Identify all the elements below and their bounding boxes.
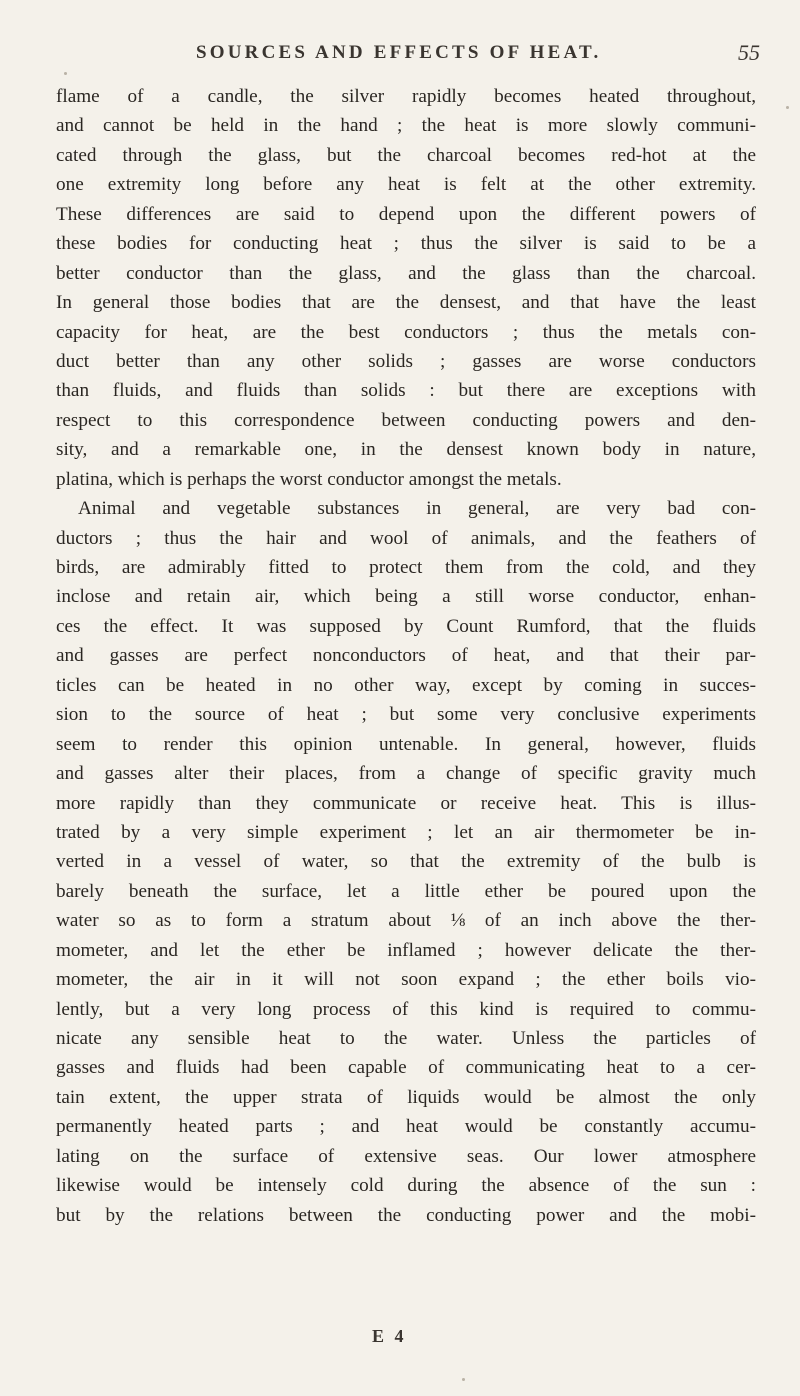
text-line: but by the relations between the conducting power and the mobi- xyxy=(56,1204,756,1226)
paper-speck xyxy=(64,72,67,75)
text-line: and gasses alter their places, from a change of specific gravity much xyxy=(56,763,756,785)
text-line: Animal and vegetable substances in general, are very bad con- xyxy=(78,498,756,520)
paper-speck xyxy=(462,1378,465,1381)
text-line: barely beneath the surface, let a little ether be poured upon the xyxy=(56,880,756,902)
text-line: verted in a vessel of water, so that the extremity of the bulb is xyxy=(56,851,756,873)
text-line: birds, are admirably fitted to protect them from the cold, and they xyxy=(56,557,756,578)
text-line: lently, but a very long process of this kind is required to commu- xyxy=(56,998,756,1020)
text-line: nicate any sensible heat to the water. Unless the particles of xyxy=(56,1028,756,1049)
text-line: permanently heated parts ; and heat would be constantly accumu- xyxy=(56,1116,756,1138)
body-text xyxy=(56,82,756,1230)
text-line: lating on the surface of extensive seas. Our lower atmosphere xyxy=(56,1145,756,1167)
text-line: and gasses are perfect nonconductors of heat, and that their par- xyxy=(56,645,756,667)
text-line: sion to the source of heat ; but some very conclusive experiments xyxy=(56,704,756,726)
text-line: cated through the glass, but the charcoal becomes red-hot at the xyxy=(56,144,756,166)
text-line: respect to this correspondence between conducting powers and den- xyxy=(56,409,756,431)
text-line: and cannot be held in the hand ; the heat is more slowly communi- xyxy=(56,115,756,137)
text-line: trated by a very simple experiment ; let an air thermometer be in- xyxy=(56,821,756,843)
text-line: capacity for heat, are the best conductors ; thus the metals con- xyxy=(56,321,756,343)
text-line: gasses and fluids had been capable of communicating heat to a cer- xyxy=(56,1057,756,1079)
text-line: than fluids, and fluids than solids : but there are exceptions with xyxy=(56,380,756,402)
text-line: tain extent, the upper strata of liquids would be almost the only xyxy=(56,1086,756,1108)
text-line: platina, which is perhaps the worst conductor amongst the metals. xyxy=(56,468,562,490)
text-line: duct better than any other solids ; gasses are worse conductors xyxy=(56,350,756,372)
text-line: mometer, the air in it will not soon expand ; the ether boils vio- xyxy=(56,969,756,991)
text-line: In general those bodies that are the densest, and that have the least xyxy=(56,292,756,314)
text-line: ductors ; thus the hair and wool of animals, and the feathers of xyxy=(56,527,756,549)
text-line: ticles can be heated in no other way, except by coming in succes- xyxy=(56,674,756,696)
page-number: 55 xyxy=(738,40,760,65)
text-line: These differences are said to depend upon the different powers of xyxy=(56,203,756,225)
text-line: more rapidly than they communicate or receive heat. This is illus- xyxy=(56,792,756,814)
text-line: inclose and retain air, which being a still worse conductor, enhan- xyxy=(56,586,756,608)
text-line: ces the effect. It was supposed by Count Rumford, that the fluids xyxy=(56,615,756,637)
text-line: water so as to form a stratum about ⅛ of an inch above the ther- xyxy=(56,910,756,932)
text-line: seem to render this opinion untenable. In general, however, fluids xyxy=(56,733,756,755)
text-line: sity, and a remarkable one, in the densest known body in nature, xyxy=(56,439,756,461)
text-line: these bodies for conducting heat ; thus the silver is said to be a xyxy=(56,233,756,255)
text-line: one extremity long before any heat is felt at the other extremity. xyxy=(56,174,756,196)
text-line: flame of a candle, the silver rapidly becomes heated throughout, xyxy=(56,86,756,107)
text-line: better conductor than the glass, and the glass than the charcoal. xyxy=(56,262,756,284)
signature-mark: E 4 xyxy=(372,1326,407,1346)
text-line: mometer, and let the ether be inflamed ; however delicate the ther- xyxy=(56,939,756,961)
paper-speck xyxy=(786,106,789,109)
running-title: SOURCES AND EFFECTS OF HEAT. xyxy=(196,42,602,63)
text-line: likewise would be intensely cold during the absence of the sun : xyxy=(56,1175,756,1197)
